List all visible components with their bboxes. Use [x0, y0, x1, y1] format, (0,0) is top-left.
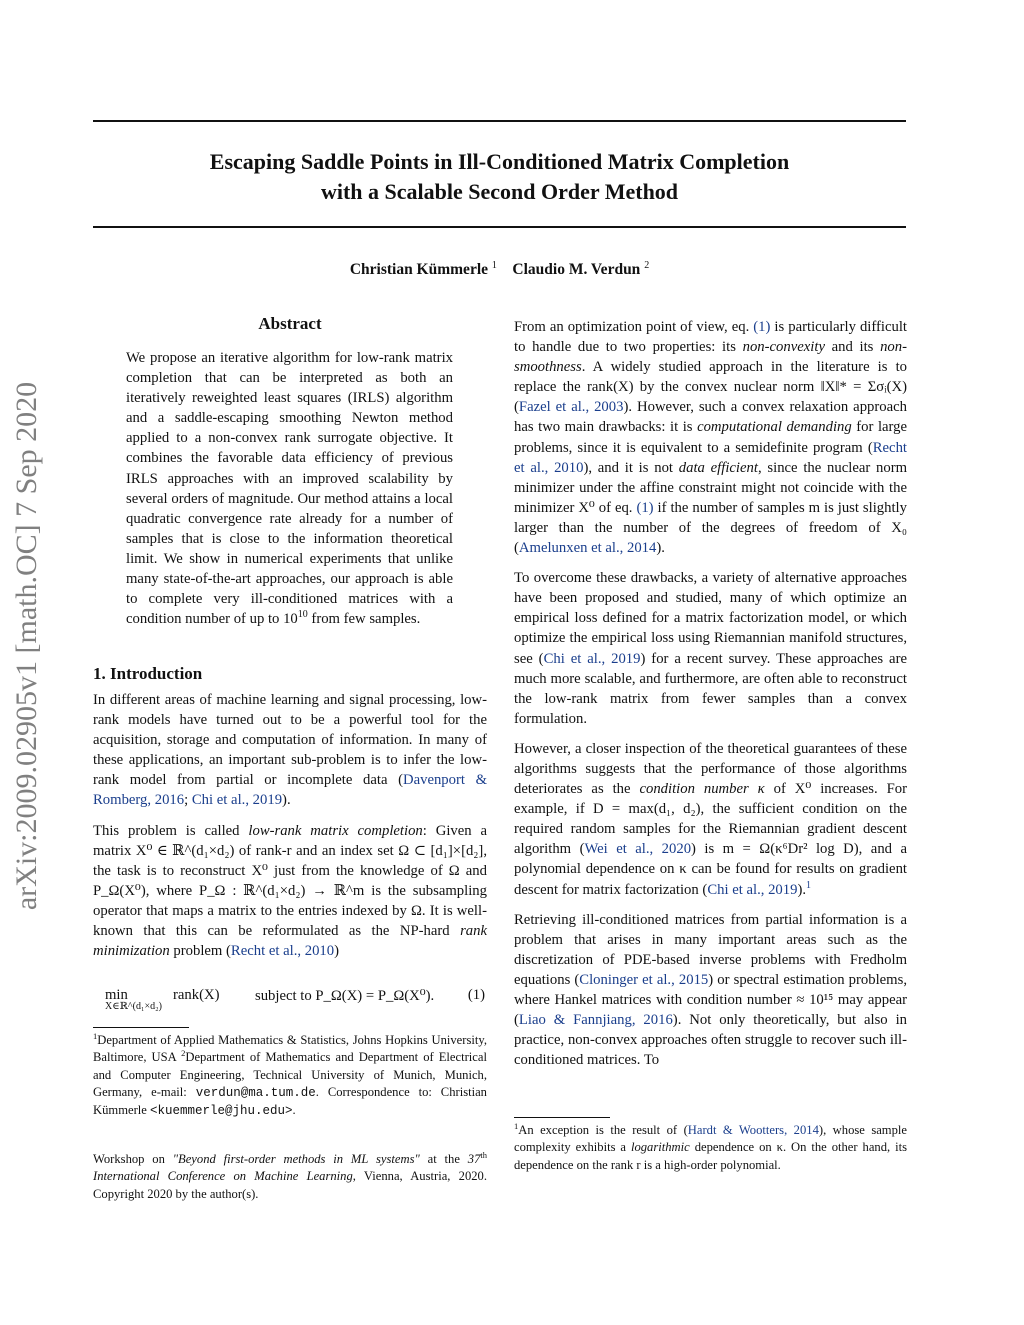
citation-link[interactable]: Recht et al., 2010 — [230, 943, 335, 960]
right-paragraph-4: Retrieving ill-conditioned matrices from partial information is a problem that arises in many important areas such as the discretization of PDE-based inverse problems with Fredholm equations (Cloninger et al., 2015) or spectral estimation problems, where Hankel matrices with condition number ≈ 10¹⁵ may appear (Liao & Fannjiang, 2016). Not only theoretically, but also in practice, non-convex approaches often struggle to recover such ill-conditioned matrices. To — [514, 911, 907, 1069]
citation-link[interactable]: Chi et al., 2019 — [191, 792, 283, 809]
footnote-marker[interactable]: 1 — [806, 879, 812, 891]
citation-link[interactable]: Chi et al., 2019 — [707, 881, 798, 898]
right-paragraph-2: To overcome these drawbacks, a variety of alternative approaches have been proposed and studied, many of which optimize an empirical loss defined for a matrix factorization model, or which optimize the empirical loss using Riemannian manifold structures, see (Chi et al., 2019) for a recent survey. These approaches are much more scalable, and furthermore, are often able to reconstruct the low-rank matrix from fewer samples than a convex formulation. — [514, 570, 907, 727]
section-heading-introduction: 1. Introduction — [93, 664, 203, 683]
author-2: Claudio M. Verdun — [512, 261, 641, 278]
equation-ref-link[interactable]: (1) — [753, 319, 771, 335]
footnote-rule-left — [93, 1027, 189, 1028]
citation-link[interactable]: Chi et al., 2019 — [543, 650, 641, 667]
citation-link[interactable]: Amelunxen et al., 2014 — [518, 540, 657, 557]
citation-link[interactable]: Cloninger et al., 2015 — [579, 971, 709, 988]
author-list: Christian Kümmerle $^1$ Claudio M. Verdun $^2$ — [349, 259, 650, 278]
intro-paragraph-1: In different areas of machine learning and signal processing, low-rank models have turned out to be a powerful tool for the acquisition, storage and computation of information. In many of these applications, an important sub-problem is to infer the low-rank model from partial or incomplete data (Davenport & Romberg, 2016; Chi et al., 2019). — [93, 692, 487, 809]
right-paragraph-1: From an optimization point of view, eq. (1) is particularly difficult to handle due to two properties: its non-convexity and its non-smoothness. A widely studied approach in the literature is to replace the rank(X) by the convex nuclear norm ‖X‖* = Σσᵢ(X) (Fazel et al., 2003). However, such a convex relaxation approach has two main drawbacks: it is computational demanding for large problems, since it is equivalent to a semidefinite program (Recht et al., 2010), and it is not data efficient, since the nuclear norm minimizer under the affine constraint might not coincide with the minimizer X⁰ of eq. (1) if the number of samples m is just slightly larger than the number of the degrees of freedom of X₀ (Amelunxen et al., 2014). — [514, 319, 908, 557]
abstract-heading: Abstract — [258, 314, 322, 333]
intro-body — [93, 690, 487, 971]
footnote-workshop: Workshop on "Beyond first-order methods in ML systems" at the 37th International Conference on Machine Learning, Vienna, Austria, 2020. Copyright 2020 by the author(s). — [93, 1149, 487, 1201]
title-top-rule — [93, 120, 906, 122]
footnote-right: $^1$An exception is the result of (Hardt & Wootters, 2014), whose sample complexity exhibits a logarithmic dependence on κ. On the other hand, its dependence on the rank r is a high-order polynomial. — [514, 1120, 907, 1172]
email-link[interactable]: <kuemmerle@jhu.edu> — [150, 1104, 293, 1119]
equation-number: (1) — [467, 987, 485, 1003]
citation-link[interactable]: Wei et al., 2020 — [584, 841, 692, 858]
paper-title: Escaping Saddle Points in Ill-Conditioned Matrix Completion with a Scalable Second Order Method — [209, 149, 790, 204]
author-1: Christian Kümmerle — [349, 261, 489, 278]
citation-link[interactable]: Liao & Fannjiang, 2016 — [518, 1012, 673, 1029]
arxiv-stamp: arXiv:2009.02905v1 [math.OC] 7 Sep 2020 — [10, 381, 43, 911]
right-column-body — [514, 317, 907, 1080]
citation-link[interactable]: Fazel et al., 2003 — [518, 399, 624, 416]
footnote-affiliations: $^1$Department of Applied Mathematics & Statistics, Johns Hopkins University, Baltimore, USA $^2$Department of Mathematics and Department of Electrical and Computer Engineering, Technical University of Munich, Munich, Germany, e-mail: verdun@ma.tum.de. Correspondence to: Christian Kümmerle <kuemmerle@jhu.edu>. — [93, 1030, 487, 1119]
citation-link[interactable]: Recht et al., 2010 — [514, 439, 907, 476]
intro-paragraph-2: This problem is called low-rank matrix completion: Given a matrix X⁰ ∈ ℝ^(d₁×d₂) of rank-r and an index set Ω ⊂ [d₁]×[d₂], the task is to reconstruct X⁰ just from the knowledge of Ω and P_Ω(X⁰), where P_Ω : ℝ^(d₁×d₂) → ℝ^m is the subsampling operator that maps a matrix to the entries indexed by Ω. It is well-known that this can be reformulated as the NP-hard rank minimization problem (Recht et al., 2010) — [93, 822, 487, 960]
email-link[interactable]: verdun@ma.tum.de — [195, 1085, 316, 1100]
title-bottom-rule — [93, 226, 906, 228]
right-paragraph-3: However, a closer inspection of the theoretical guarantees of these algorithms suggests that the performance of those algorithms deteriorates as the condition number κ of X⁰ increases. For example, if D = max(d₁, d₂), the sufficient condition on the required random samples for the Riemannian gradient descent algorithm (Wei et al., 2020) is m = Ω(κ⁶Dr² log D), and a polynomial dependence on κ can be found for results on gradient descent for matrix factorization (Chi et al., 2019).$^1$ — [514, 740, 908, 898]
equation-ref-link[interactable]: (1) — [636, 499, 654, 516]
abstract-text: We propose an iterative algorithm for low-rank matrix completion that can be interpreted as both an iteratively reweighted least squares (IRLS) algorithm and a saddle-escaping smoothing Newton method applied to a non-convex rank surrogate objective. It combines the favorable data efficiency of previous IRLS approaches with an improved scalability by several orders of magnitude. Our method attains a local quadratic convergence rate already for a number of samples that is close to the information theoretical limit. We show in numerical experiments that unlike many state-of-the-art approaches, our approach is able to complete very ill-conditioned matrices with a condition number of up to $10^{10}$ from few samples. — [126, 350, 453, 628]
citation-link[interactable]: Hardt & Wootters, 2014 — [687, 1123, 819, 1137]
footnote-rule-right — [514, 1117, 610, 1118]
citation-link[interactable]: Davenport & Romberg, 2016 — [93, 772, 487, 809]
